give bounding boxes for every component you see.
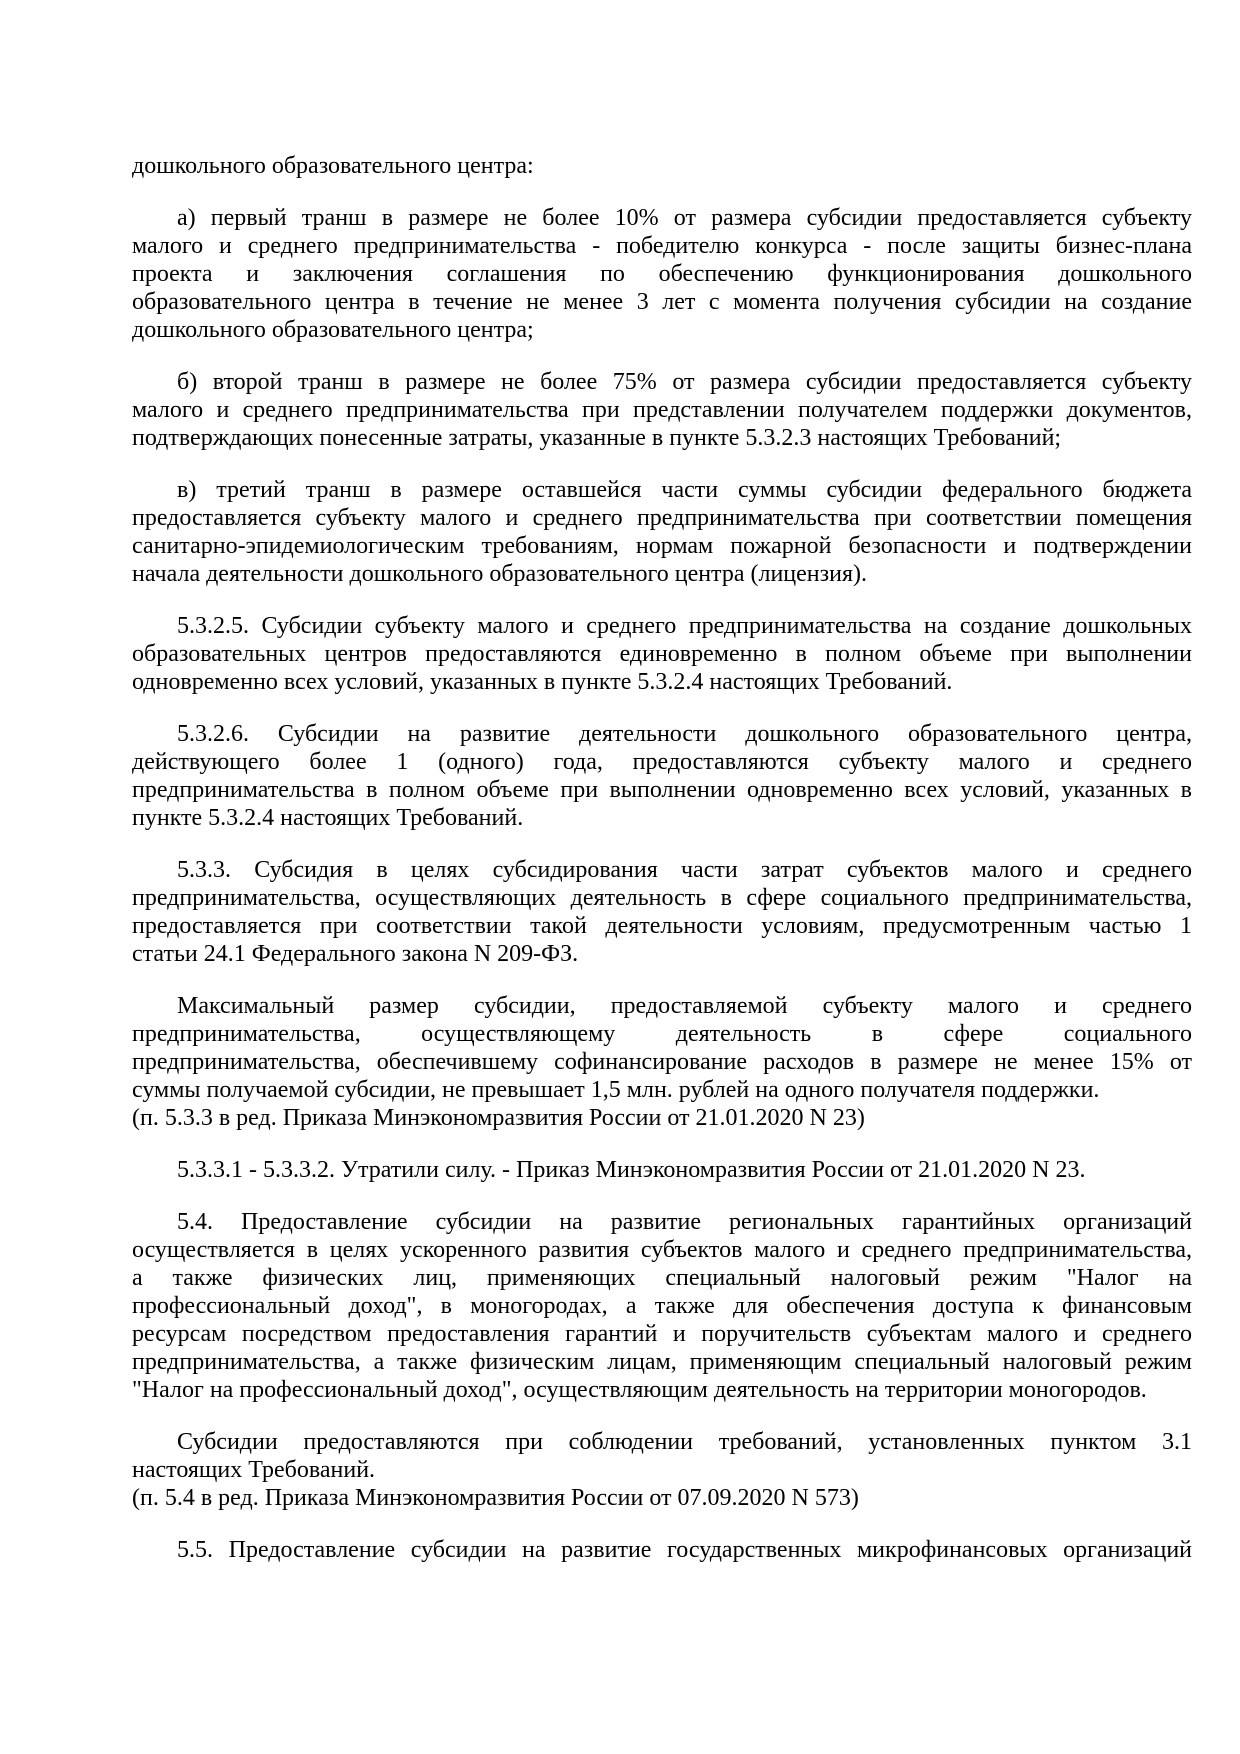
paragraph [132, 1428, 1192, 1512]
paragraph [132, 612, 1192, 696]
text-line: в) третий транш в размере оставшейся части суммы субсидии федерального бюджета [177, 477, 1192, 503]
paragraph [132, 1156, 1192, 1184]
text-line: 5.5. Предоставление субсидии на развитие государственных микрофинансовых организаций [177, 1537, 1192, 1563]
text-line: подтверждающих понесенные затраты, указанные в пункте 5.3.2.3 настоящих Требований; [132, 425, 1062, 451]
text-line: образовательных центров предоставляются единовременно в полном объеме при выполнении [132, 641, 1192, 667]
text-line: профессиональный доход", в моногородах, а также для обеспечения доступа к финансовым [132, 1293, 1192, 1319]
text-line: предоставляется субъекту малого и среднего предпринимательства при соответствии помещения [132, 505, 1192, 531]
amendment-note: (п. 5.4 в ред. Приказа Минэкономразвития России от 07.09.2020 N 573) [132, 1485, 859, 1511]
paragraph [132, 1536, 1192, 1564]
text-line: 5.4. Предоставление субсидии на развитие региональных гарантийных организаций [177, 1209, 1192, 1235]
text-line: предпринимательства, обеспечившему софинансирование расходов в размере не менее 15% от [132, 1049, 1192, 1075]
paragraph [132, 856, 1192, 968]
text-line: а также физических лиц, применяющих специальный налоговый режим "Налог на [132, 1265, 1192, 1291]
paragraph [132, 204, 1192, 344]
text-line: предпринимательства, осуществляющих деятельность в сфере социального предпринимательства, [132, 885, 1192, 911]
text-line: проекта и заключения соглашения по обеспечению функционирования дошкольного [132, 261, 1192, 287]
text-line: 5.3.3. Субсидия в целях субсидирования части затрат субъектов малого и среднего [177, 857, 1192, 883]
text-line: Субсидии предоставляются при соблюдении требований, установленных пунктом 3.1 [177, 1429, 1192, 1455]
text-line: статьи 24.1 Федерального закона N 209-ФЗ. [132, 941, 579, 967]
text-line: предпринимательства в полном объеме при выполнении одновременно всех условий, указанных в [132, 777, 1192, 803]
text-line: 5.3.2.6. Субсидии на развитие деятельности дошкольного образовательного центра, [177, 721, 1192, 747]
amendment-note: (п. 5.3.3 в ред. Приказа Минэкономразвития России от 21.01.2020 N 23) [132, 1105, 865, 1131]
text-line: ресурсам посредством предоставления гарантий и поручительств субъектам малого и среднего [132, 1321, 1192, 1347]
paragraph [132, 720, 1192, 832]
text-line: предпринимательства, осуществляющему деятельность в сфере социального [132, 1021, 1192, 1047]
text-line: 5.3.3.1 - 5.3.3.2. Утратили силу. - Приказ Минэкономразвития России от 21.01.2020 N 23. [177, 1157, 1086, 1183]
text-line: 5.3.2.5. Субсидии субъекту малого и среднего предпринимательства на создание дошкольных [177, 613, 1192, 639]
text-line: осуществляется в целях ускоренного развития субъектов малого и среднего предпринимательства, [132, 1237, 1192, 1263]
text-line: дошкольного образовательного центра: [132, 153, 534, 179]
text-line: действующего более 1 (одного) года, предоставляются субъекту малого и среднего [132, 749, 1192, 775]
text-line: а) первый транш в размере не более 10% от размера субсидии предоставляется субъекту [177, 205, 1192, 231]
document-page [132, 152, 1192, 1588]
paragraph [132, 992, 1192, 1132]
text-line: образовательного центра в течение не менее 3 лет с момента получения субсидии на создание [132, 289, 1192, 315]
text-line: санитарно-эпидемиологическим требованиям, нормам пожарной безопасности и подтверждении [132, 533, 1192, 559]
text-line: начала деятельности дошкольного образовательного центра (лицензия). [132, 561, 867, 587]
text-line: одновременно всех условий, указанных в пункте 5.3.2.4 настоящих Требований. [132, 669, 953, 695]
text-line: пункте 5.3.2.4 настоящих Требований. [132, 805, 524, 831]
paragraph [132, 152, 1192, 180]
text-line: предпринимательства, а также физическим лицам, применяющим специальный налоговый режим [132, 1349, 1192, 1375]
text-line: предоставляется при соответствии такой деятельности условиям, предусмотренным частью 1 [132, 913, 1192, 939]
text-line: суммы получаемой субсидии, не превышает 1,5 млн. рублей на одного получателя поддержки. [132, 1077, 1100, 1103]
text-line: малого и среднего предпринимательства при представлении получателем поддержки документов, [132, 397, 1192, 423]
text-line: настоящих Требований. [132, 1457, 376, 1483]
paragraph [132, 1208, 1192, 1404]
paragraph [132, 368, 1192, 452]
text-line: Максимальный размер субсидии, предоставляемой субъекту малого и среднего [177, 993, 1192, 1019]
text-line: б) второй транш в размере не более 75% от размера субсидии предоставляется субъекту [177, 369, 1192, 395]
text-line: "Налог на профессиональный доход", осуществляющим деятельность на территории моногородов. [132, 1377, 1147, 1403]
text-line: дошкольного образовательного центра; [132, 317, 534, 343]
text-line: малого и среднего предпринимательства - победителю конкурса - после защиты бизнес-плана [132, 233, 1192, 259]
paragraph [132, 476, 1192, 588]
